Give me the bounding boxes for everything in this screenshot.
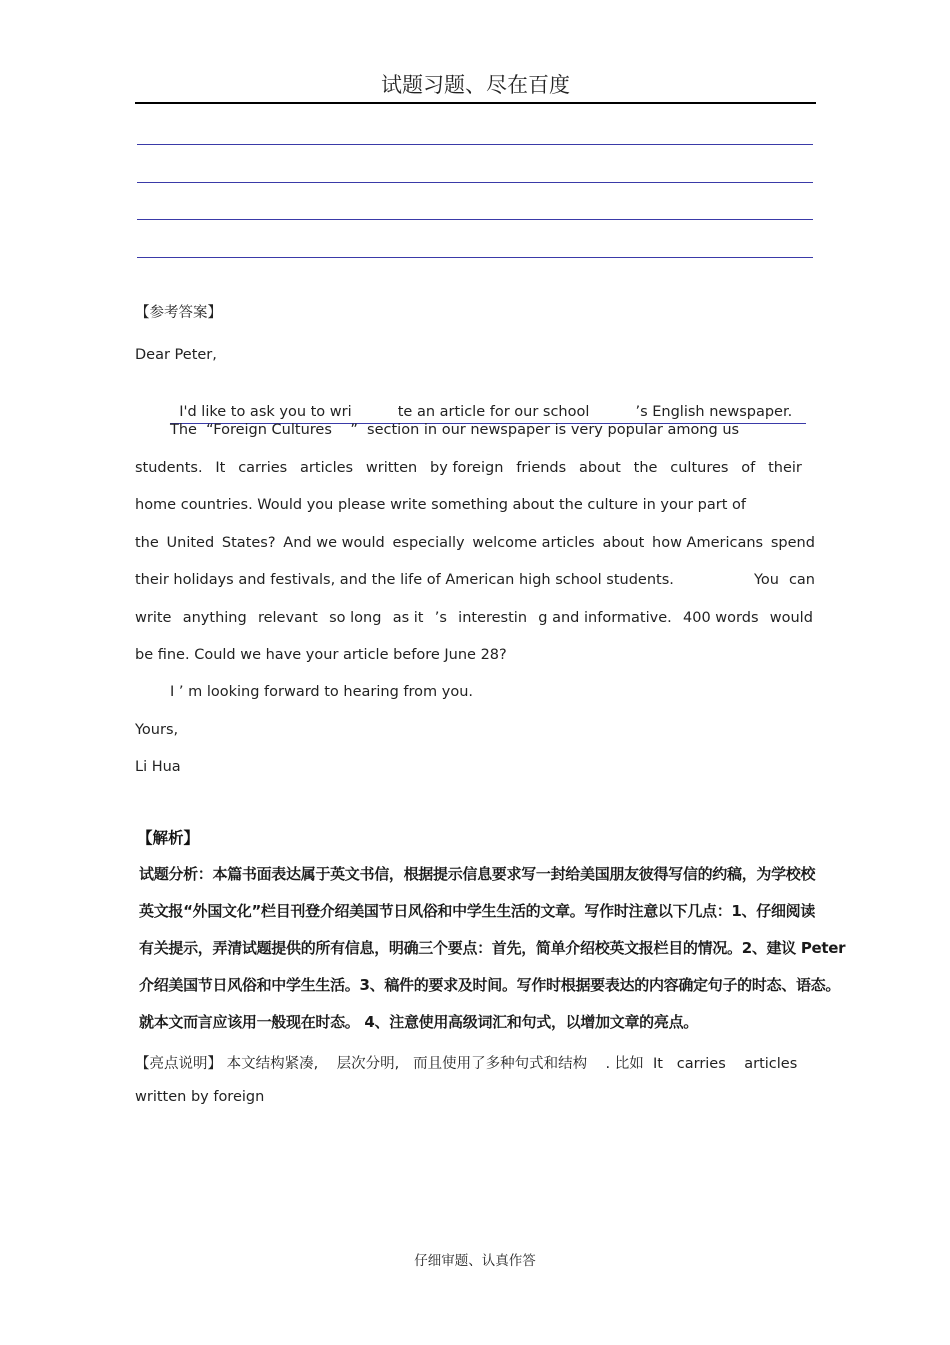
letter-paragraph-2-line-1: The “Foreign Cultures ” section in our newspaper is very popular among us <box>170 422 740 438</box>
blank-answer-line-2 <box>137 182 813 183</box>
word: about <box>602 535 645 551</box>
word: write <box>135 610 172 626</box>
word: about <box>579 460 621 476</box>
word: interestin <box>458 610 528 626</box>
page-footer: 仔细审题、认真作答 <box>414 1253 536 1269</box>
word: can <box>788 572 815 588</box>
highlight-line-2: written by foreign <box>135 1089 265 1105</box>
word: the <box>135 535 159 551</box>
word: welcome articles <box>472 535 595 551</box>
word: would <box>769 610 813 626</box>
analysis-line: 介绍美国节日风俗和中学生生活。3、稿件的要求及时间。写作时根据要表达的内容确定句子的时态、语态。 <box>139 976 841 994</box>
word: cultures <box>670 460 729 476</box>
page-title: 试题习题、尽在百度 <box>381 73 570 97</box>
analysis-text <box>139 856 904 1041</box>
page-header <box>135 70 816 104</box>
word: by foreign <box>430 460 504 476</box>
letter-paragraph-2-line-2 <box>135 458 802 478</box>
letter-paragraph-2-line-5 <box>135 570 815 590</box>
letter-salutation: Dear Peter, <box>135 347 217 363</box>
analysis-line: 就本文而言应该用一般现在时态。 4、注意使用高级词汇和句式，以增加文章的亮点。 <box>139 1013 698 1031</box>
word: their <box>768 460 802 476</box>
word: United <box>166 535 215 551</box>
analysis-label: 【解析】 <box>137 829 200 847</box>
word: g and informative. <box>538 610 672 626</box>
word: anything <box>182 610 247 626</box>
word: friends <box>516 460 567 476</box>
text-segment: their holidays and festivals, and the life of American high school students. <box>135 572 674 588</box>
word: 400 words <box>683 610 759 626</box>
analysis-line: 有关提示，弄清试题提供的所有信息，明确三个要点：首先，简单介绍校英文报栏目的情况。2、建议 Peter <box>139 939 846 957</box>
word: It <box>215 460 226 476</box>
word: of <box>741 460 756 476</box>
letter-paragraph-1-text: I'd like to ask you to wri te an article for our school ’s English newspaper. <box>179 404 793 420</box>
word: States? <box>221 535 276 551</box>
letter-paragraph-2-line-3: home countries. Would you please write something about the culture in your part of <box>135 497 746 513</box>
blank-answer-line-4 <box>137 257 813 258</box>
word: carries <box>238 460 288 476</box>
analysis-line: 英文报“外国文化”栏目刊登介绍美国节日风俗和中学生生活的文章。写作时注意以下几点：1、仔细阅读 <box>139 902 816 920</box>
letter-paragraph-2-line-4 <box>135 533 815 553</box>
word: students. <box>135 460 203 476</box>
letter-signature: Li Hua <box>135 759 181 775</box>
answer-label: 【参考答案】 <box>135 305 222 321</box>
blank-answer-line-1 <box>137 144 813 145</box>
word: You <box>753 572 779 588</box>
letter-paragraph-2-line-6 <box>135 608 813 628</box>
word: written <box>365 460 418 476</box>
word: ’s <box>434 610 447 626</box>
letter-closing: Yours, <box>135 722 179 738</box>
blank-answer-line-3 <box>137 219 813 220</box>
letter-paragraph-1 <box>170 382 806 424</box>
word: relevant <box>257 610 318 626</box>
word: so long <box>329 610 382 626</box>
analysis-line: 试题分析：本篇书面表达属于英文书信，根据提示信息要求写一封给美国朋友彼得写信的约稿，为学校校 <box>139 865 816 883</box>
highlight-line-1: 【亮点说明】 本文结构紧凑, 层次分明, 而且使用了多种句式和结构 . 比如 It carries articles <box>135 1056 798 1072</box>
word: articles <box>300 460 354 476</box>
letter-paragraph-3: I ’ m looking forward to hearing from you. <box>170 684 473 700</box>
word: especially <box>392 535 465 551</box>
text-spacer <box>674 570 754 590</box>
word: the <box>633 460 658 476</box>
word: how Americans <box>652 535 764 551</box>
word: spend <box>770 535 815 551</box>
letter-paragraph-2-line-7: be fine. Could we have your article before June 28? <box>135 647 507 663</box>
word: as it <box>392 610 424 626</box>
word: And we would <box>283 535 385 551</box>
